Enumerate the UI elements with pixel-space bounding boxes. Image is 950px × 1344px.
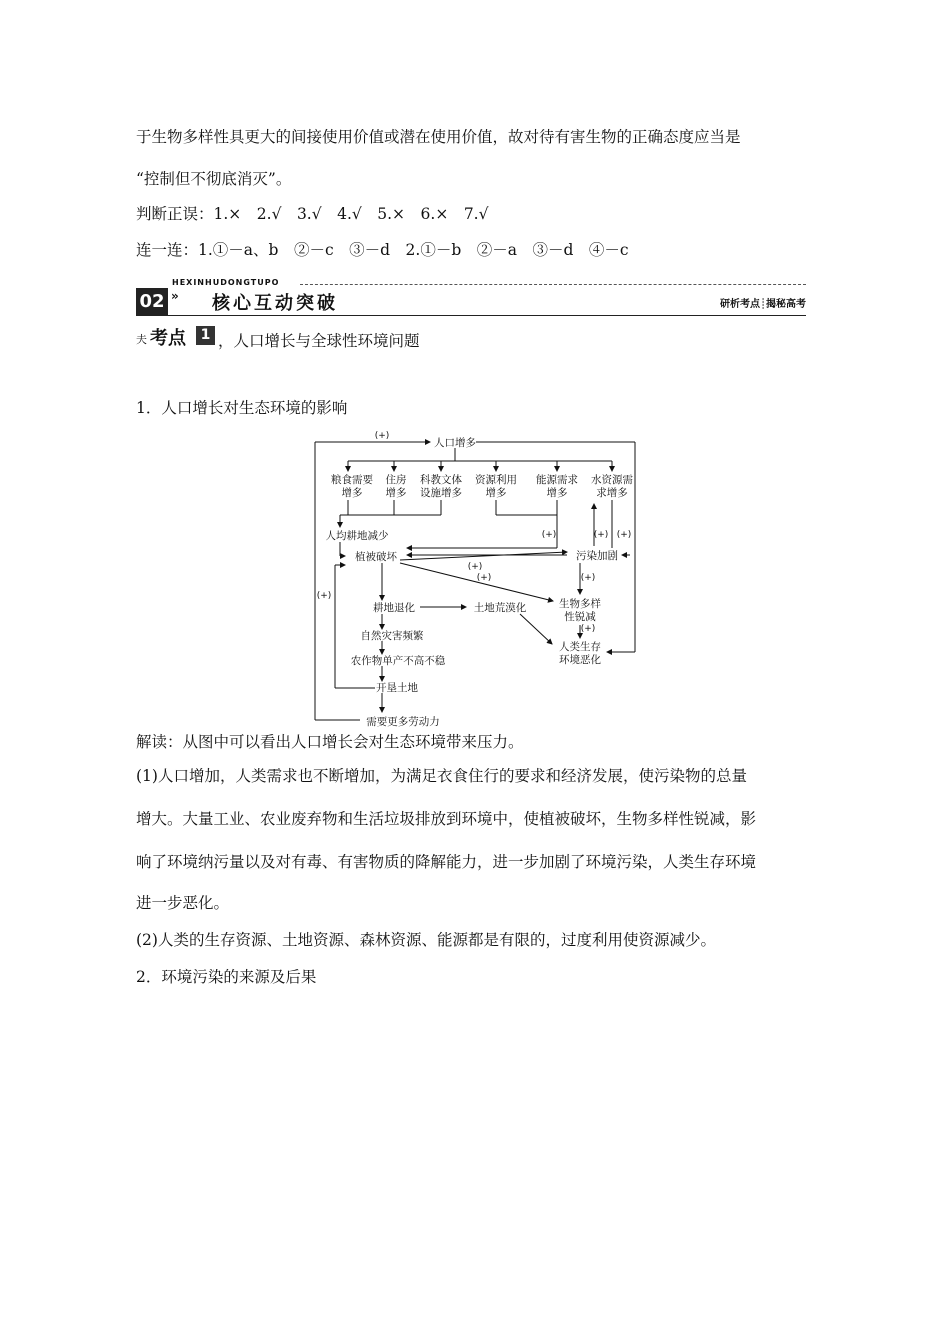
node-population: 人口增多 [434,437,476,449]
node-farmland-degrade: 耕地退化 [373,602,415,614]
node-need: 设施增多 [420,487,462,499]
paragraph-line: (2)人类的生存资源、土地资源、森林资源、能源都是有限的，过度利用使资源减少。 [136,931,716,949]
paragraph-line: 于生物多样性具更大的间接使用价值或潜在使用价值，故对待有害生物的正确态度应当是 [136,128,741,146]
chevron-icon: » [171,289,179,303]
plus-marker: (+) [316,591,332,601]
judge-answers: 判断正误：1.× 2.√ 3.√ 4.√ 5.× 6.× 7.√ [136,205,489,223]
node-living-env: 环境恶化 [559,654,601,666]
node-desertification: 土地荒漠化 [473,602,527,614]
kaodian-label: 考点 [150,328,186,349]
banner-letters: HEXINHUDONGTUPO [172,278,280,287]
kaodian-title: ，人口增长与全球性环境问题 [218,332,420,350]
banner-subtitle: 研析考点┊揭秘高考 [719,299,806,310]
paragraph-line: 增大。大量工业、农业废弃物和生活垃圾排放到环境中，使植被破坏，生物多样性锐减，影 [136,810,757,828]
population-impact-diagram [305,428,650,730]
plus-marker: (+) [541,530,557,540]
paragraph-line: (1)人口增加，人类需求也不断增加，为满足衣食住行的要求和经济发展，使污染物的总量 [136,767,747,785]
paragraph-line: 响了环境纳污量以及对有毒、有害物质的降解能力，进一步加剧了环境污染，人类生存环境 [136,853,757,871]
node-need: 科教文体 [420,474,462,486]
banner-divider [300,284,806,285]
banner-title: 核心互动突破 [212,293,338,314]
banner-rule [136,315,806,316]
node-labor: 需要更多劳动力 [366,716,440,728]
node-need: 求增多 [596,487,628,499]
kaodian-mark: 夫 [136,333,147,346]
interpretation-intro: 解读：从图中可以看出人口增长会对生态环境带来压力。 [136,733,524,751]
banner-number: 02 [136,288,168,315]
node-biodiversity: 性锐减 [564,611,596,623]
node-living-env: 人类生存 [559,641,601,653]
node-need: 增多 [385,487,407,499]
paragraph-line: “控制但不彻底消灭”。 [136,170,292,188]
plus-marker: (+) [467,562,483,572]
plus-marker: (+) [616,530,632,540]
node-need: 能源需求 [536,474,578,486]
node-need: 增多 [485,487,507,499]
node-need: 水资源需 [591,474,633,486]
section-heading: 2．环境污染的来源及后果 [136,968,317,986]
node-need: 增多 [341,487,363,499]
plus-marker: (+) [580,573,596,583]
plus-marker: (+) [580,624,596,634]
node-vegetation: 植被破坏 [355,551,397,563]
plus-marker: (+) [374,431,390,441]
match-answers: 连一连：1.①－a、b ②－c ③－d 2.①－b ②－a ③－d ④－c [136,241,629,259]
kaodian-number: 1 [196,326,215,345]
node-need: 住房 [385,474,407,486]
node-need: 粮食需要 [331,474,373,486]
node-disasters: 自然灾害频繁 [360,630,424,642]
node-farmland-per-capita: 人均耕地减少 [325,530,389,542]
plus-marker: (+) [476,573,492,583]
node-low-yield: 农作物单产不高不稳 [350,655,446,667]
node-need: 资源利用 [475,474,517,486]
node-need: 增多 [546,487,568,499]
node-pollution: 污染加剧 [576,550,618,562]
node-reclaim: 开垦土地 [376,682,418,694]
node-biodiversity: 生物多样 [559,598,601,610]
plus-marker: (+) [593,530,609,540]
section-heading: 1．人口增长对生态环境的影响 [136,399,348,417]
paragraph-line: 进一步恶化。 [136,894,230,912]
